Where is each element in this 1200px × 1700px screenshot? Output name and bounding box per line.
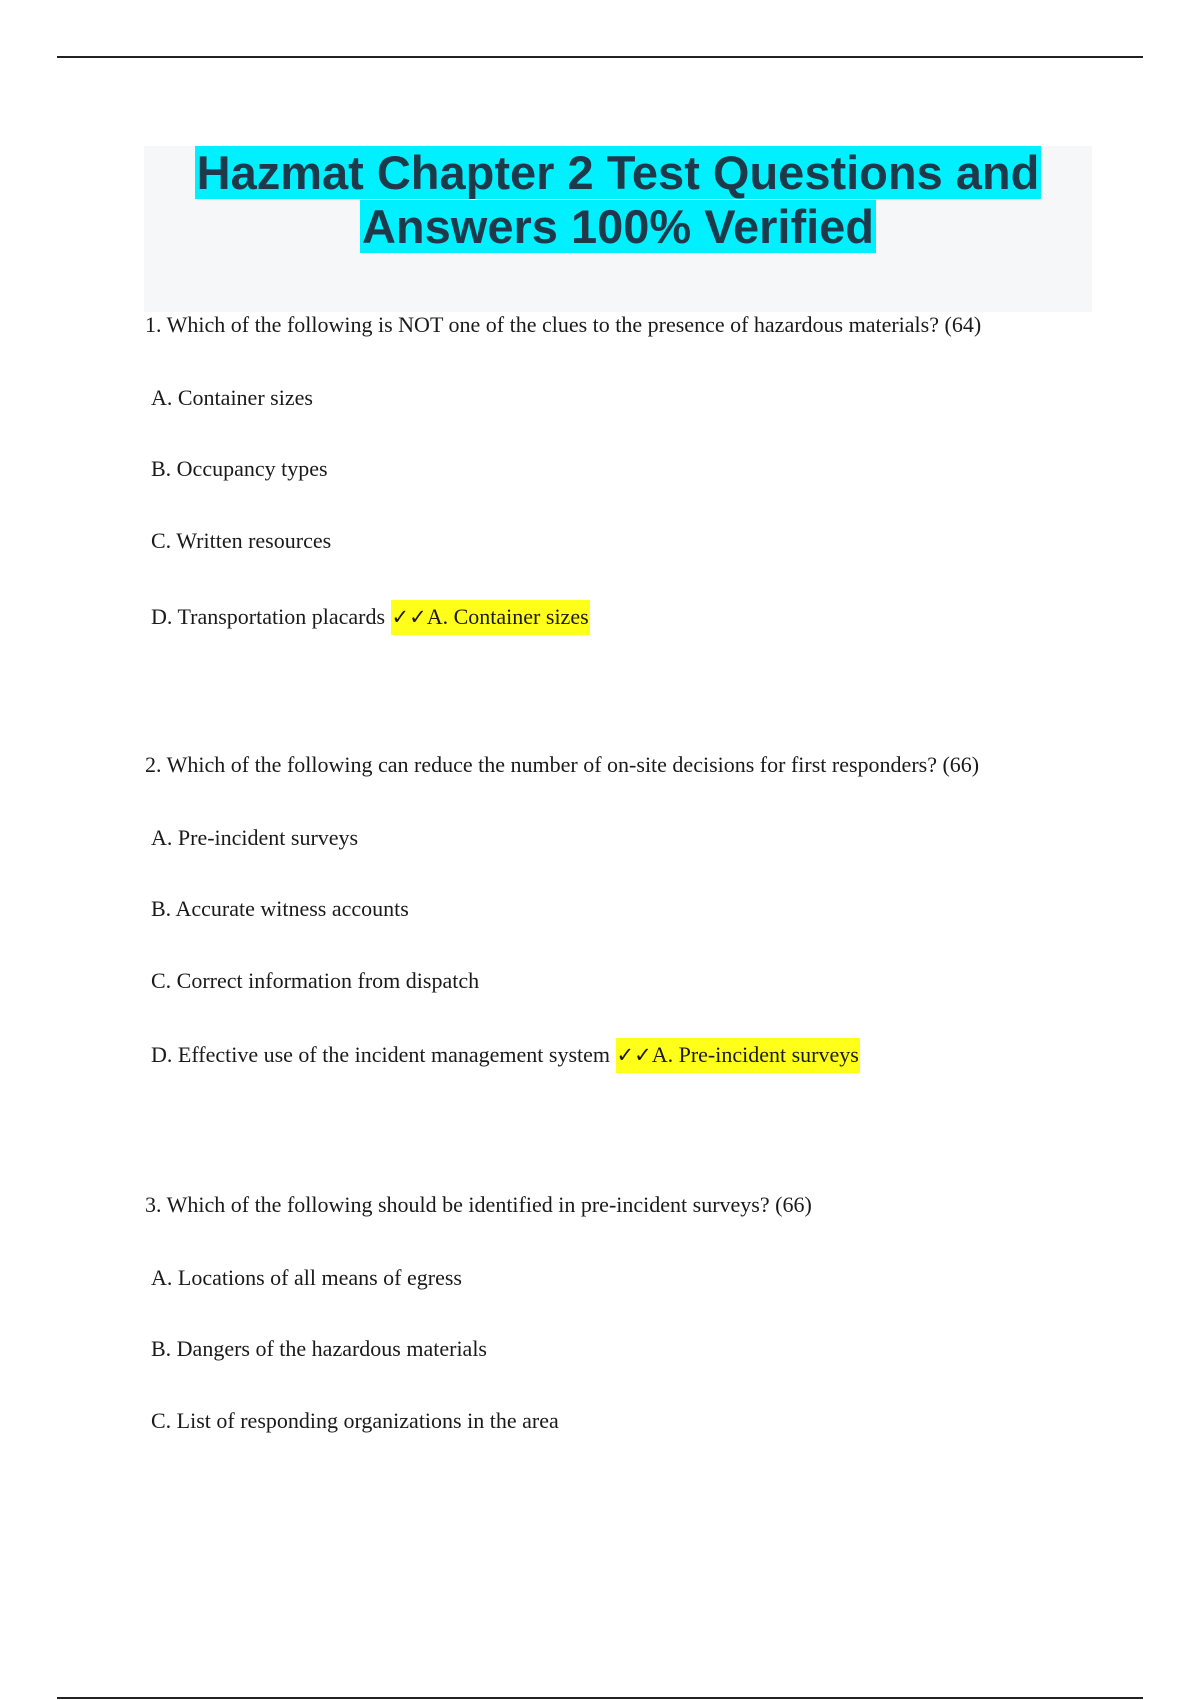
footer-rule (57, 1697, 1143, 1699)
check-icon: ✓✓ (616, 1043, 652, 1067)
question-2-option-d: D. Effective use of the incident management system (151, 1042, 611, 1067)
question-2-option-c: C. Correct information from dispatch (151, 968, 480, 993)
question-3-option-a: A. Locations of all means of egress (151, 1265, 462, 1290)
question-2-answer (616, 1038, 860, 1073)
question-3-option-b: B. Dangers of the hazardous materials (151, 1336, 487, 1361)
question-3: 3. Which of the following should be identified in pre-incident surveys? (66) (145, 1192, 812, 1217)
question-1-option-a: A. Container sizes (151, 385, 313, 410)
title-block (144, 146, 1092, 312)
document-title (144, 146, 1092, 254)
question-2-option-d-line (151, 1041, 860, 1069)
question-1-option-b: B. Occupancy types (151, 456, 328, 481)
question-1-answer-text: A. Container sizes (426, 604, 589, 629)
check-icon: ✓✓ (391, 605, 427, 629)
header-rule (57, 56, 1143, 58)
question-1: 1. Which of the following is NOT one of the clues to the presence of hazardous materials? (64) (145, 312, 982, 337)
question-3-option-c: C. List of responding organizations in the area (151, 1408, 559, 1433)
title-line-2: Answers 100% Verified (361, 200, 875, 253)
question-1-option-d: D. Transportation placards (151, 604, 386, 629)
question-2-option-a: A. Pre-incident surveys (151, 825, 359, 850)
question-1-option-c: C. Written resources (151, 528, 332, 553)
question-1-answer (391, 600, 590, 635)
question-1-option-d-line (151, 603, 590, 631)
title-line-1: Hazmat Chapter 2 Test Questions and (196, 146, 1040, 199)
question-2-option-b: B. Accurate witness accounts (151, 896, 409, 921)
question-2-answer-text: A. Pre-incident surveys (651, 1042, 859, 1067)
question-2: 2. Which of the following can reduce the number of on-site decisions for first responders? (66) (145, 752, 980, 777)
